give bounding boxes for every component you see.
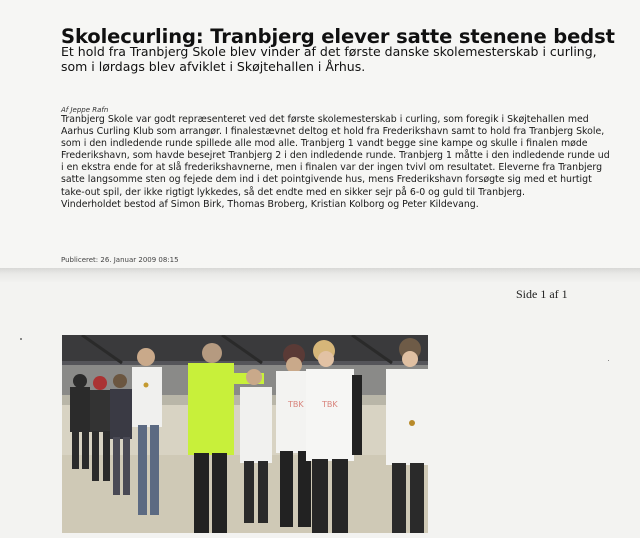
scan-speck <box>608 360 609 361</box>
shirt-print-2: TBK <box>322 400 338 409</box>
article-body <box>61 114 611 211</box>
article-byline: Af Jeppe Rafn <box>61 106 109 114</box>
published-date: Publiceret: 26. Januar 2009 08:15 <box>61 256 179 264</box>
scan-speck <box>20 338 22 340</box>
article-body-team: Vinderholdet bestod af Simon Birk, Thomas Broberg, Kristian Kolborg og Peter Kildevang. <box>61 198 479 210</box>
article-lead: Et hold fra Tranbjerg Skole blev vinder af det første danske skolemesterskab i curling, som i lørdags blev afviklet i Skøjtehallen i Århus. <box>61 44 597 74</box>
article-headline: Skolecurling: Tranbjerg elever satte stenene bedst <box>61 25 615 48</box>
article-body-paragraph: Tranbjerg Skole var godt repræsenteret ved det første skolemesterskab i curling, som foregik i Skøjtehallen med Aarhus Curling Klub som arrangør. I finalestævnet deltog et hold fra Frederikshavn samt to hold fra Tranbjerg Skole, som i den indledende runde spillede alle mod alle. Tranbjerg 1 vandt begge sine kampe og skulle i finalen møde Frederikshavn, som havde besejret Tranbjerg 2 i den indledende runde. Tranbjerg 1 måtte i den indledende runde ud i en ekstra ende for at slå frederikshavnerne, men i finalen var der ingen tvivl om resultatet. Eleverne fra Tranbjerg satte langsomme sten og fejede dem ind i det pointgivende hus, mens Frederikshavn forsøgte sig med et hurtigt take-out spil, der ikke rigtigt lykkedes, så det endte med en sikker sejr på 6-0 og guld til Tranbjerg. <box>61 114 610 198</box>
team-photo-illustration <box>62 335 428 533</box>
shirt-print: TBK <box>288 400 304 409</box>
scan-page-edge <box>0 268 640 282</box>
team-photo <box>62 335 428 533</box>
page-number: Side 1 af 1 <box>516 287 568 301</box>
